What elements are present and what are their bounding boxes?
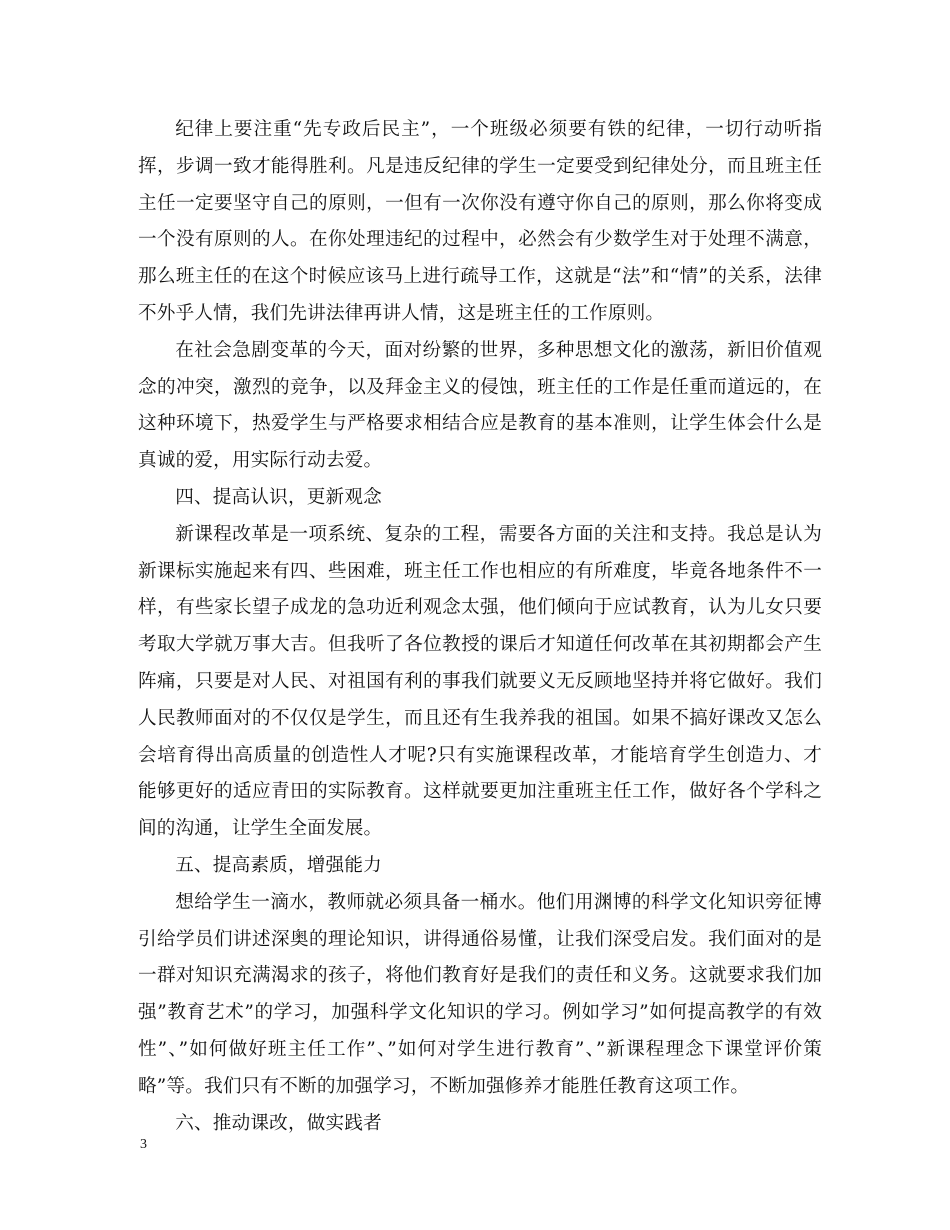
paragraph-social-change: 在社会急剧变革的今天，面对纷繁的世界，多种思想文化的激荡，新旧价值观念的冲突，激烈的竞争，以及拜金主义的侵蚀，班主任的工作是任重而道远的，在这种环境下，热爱学生与严格要求相结合应是教育的基本准则，让学生体会什么是真诚的爱，用实际行动去爱。 <box>138 339 822 472</box>
section-heading-6: 六、推动课改，做实践者 <box>175 1112 382 1134</box>
document-body <box>138 112 822 1142</box>
paragraph-curriculum-reform: 新课程改革是一项系统、复杂的工程，需要各方面的关注和支持。我总是认为新课标实施起来有四、些困难，班主任工作也相应的有所难度，毕竟各地条件不一样，有些家长望子成龙的急功近利观念太强，他们倾向于应试教育，认为儿女只要考取大学就万事大吉。但我听了各位教授的课后才知道任何改革在其初期都会产生阵痛，只要是对人民、对祖国有利的事我们就要义无反顾地坚持并将它做好。我们人民教师面对的不仅仅是学生，而且还有生我养我的祖国。如果不搞好课改又怎么会培育得出高质量的创造性人才呢?只有实施课程改革，才能培育学生创造力、才能够更好的适应青田的实际教育。这样就要更加注重班主任工作，做好各个学科之间的沟通，让学生全面发展。 <box>138 523 822 840</box>
paragraph-teacher-quality: 想给学生一滴水，教师就必须具备一桶水。他们用渊博的科学文化知识旁征博引给学员们讲述深奥的理论知识，讲得通俗易懂，让我们深受启发。我们面对的是一群对知识充满渴求的孩子，将他们教育好是我们的责任和义务。这就要求我们加强”教育艺术”的学习，加强科学文化知识的学习。例如学习”如何提高教学的有效性”、”如何做好班主任工作”、”如何对学生进行教育”、”新课程理念下课堂评价策略”等。我们只有不断的加强学习，不断加强修养才能胜任教育这项工作。 <box>138 891 822 1097</box>
section-heading-4: 四、提高认识，更新观念 <box>175 486 382 508</box>
page-number: 3 <box>140 1137 147 1152</box>
section-heading-5: 五、提高素质，增强能力 <box>175 854 382 876</box>
paragraph-discipline: 纪律上要注重“先专政后民主”，一个班级必须要有铁的纪律，一切行动听指挥，步调一致才能得胜利。凡是违反纪律的学生一定要受到纪律处分，而且班主任主任一定要坚守自己的原则，一但有一次你没有遵守你自己的原则，那么你将变成一个没有原则的人。在你处理违纪的过程中，必然会有少数学生对于处理不满意，那么班主任的在这个时候应该马上进行疏导工作，这就是“法”和“情”的关系，法律不外乎人情，我们先讲法律再讲人情，这是班主任的工作原则。 <box>138 119 822 324</box>
